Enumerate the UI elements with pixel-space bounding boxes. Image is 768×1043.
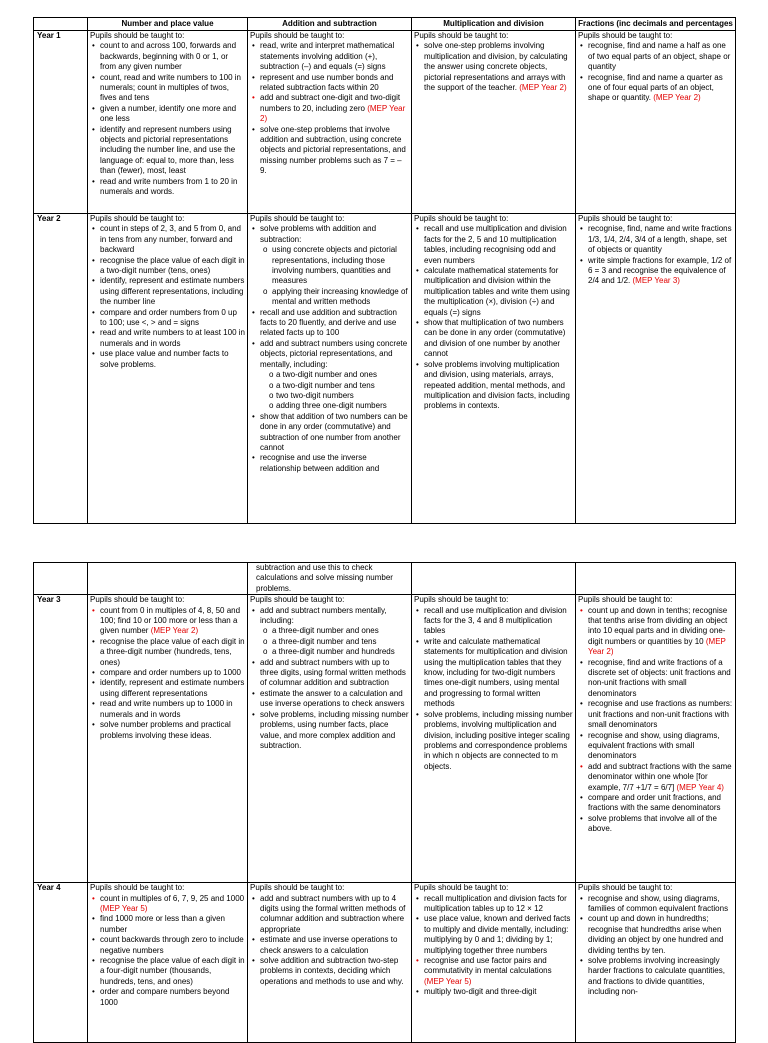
- y1-place-list: [90, 41, 245, 197]
- y1-muldiv-list: [414, 41, 573, 93]
- cell-lead: Pupils should be taught to:: [414, 595, 509, 605]
- item-text: count from 0 in multiples of 4, 8, 50 and 100; find 10 or 100 more or less than a given number: [100, 605, 241, 636]
- list-item: • recognise and use the inverse relationship between addition and: [260, 453, 409, 474]
- item-text: count, read and write numbers to 100 in numerals; count in multiples of twos, fives and tens: [100, 72, 241, 103]
- y3-muldiv-cell: [412, 595, 576, 883]
- list-item: [424, 710, 573, 772]
- list-item: [424, 606, 573, 637]
- list-item: [100, 276, 245, 307]
- list-item: [588, 699, 733, 730]
- item-text: recognise, find and name a quarter as one of four equal parts of an object, shape or quantity.: [588, 72, 723, 103]
- item-text: add and subtract fractions with the same denominator within one whole [for example, 7/7 +1/7 = 6/7]: [588, 761, 732, 792]
- year-3-row: [34, 595, 736, 883]
- sub-item: o a three-digit number and hundreds: [272, 647, 409, 657]
- item-text: solve problems with addition and subtraction:: [260, 224, 377, 244]
- cell-lead: Pupils should be taught to:: [90, 31, 185, 40]
- item-text: solve one-step problems that involve addition and subtraction, using concrete objects and pictorial representations, and missing number problems such as 7 = – 9.: [260, 124, 406, 176]
- item-text: recall multiplication and division facts for multiplication tables up to 12 × 12: [424, 893, 567, 914]
- list-item: [424, 41, 573, 93]
- list-item: [100, 678, 245, 699]
- item-text: given a number, identify one more and one less: [100, 103, 237, 124]
- continuation-text: subtraction and use this to check calculations and solve missing number problems.: [256, 563, 393, 593]
- header-place-value: Number and place value: [88, 18, 248, 31]
- item-text: find 1000 more or less than a given number: [100, 914, 225, 934]
- list-item: [588, 793, 733, 814]
- cell-lead: Pupils should be taught to:: [578, 31, 673, 40]
- y3-place-list: [90, 606, 245, 741]
- list-item: [100, 73, 245, 104]
- item-text: write and calculate mathematical statements for multiplication and division using the multiplication tables that they know, including for two-digit numbers times one-digit numbers, using mental and progressing to formal written methods: [424, 636, 568, 709]
- item-text: count up and down in tenths; recognise that tenths arise from dividing an object into 10 equal parts and in dividing one-digit numbers or quantities by 10: [588, 605, 728, 646]
- sub-item: o adding three one-digit numbers: [276, 401, 409, 411]
- cell-lead: Pupils should be taught to:: [414, 214, 509, 223]
- cell-lead: Pupils should be taught to:: [578, 883, 673, 893]
- item-text: recognise, find and name a half as one of two equal parts of an object, shape or quantity: [588, 41, 731, 72]
- list-item: [588, 956, 733, 998]
- item-text: recognise and use fractions as numbers: unit fractions and non-unit fractions with small denominators: [588, 699, 733, 730]
- list-item: [100, 224, 245, 255]
- y1-addsub-list: [250, 41, 409, 176]
- cell-lead: Pupils should be taught to:: [578, 214, 673, 223]
- y3-muldiv-list: [414, 606, 573, 773]
- item-text: multiply two-digit and three-digit: [424, 987, 537, 997]
- item-text: count in steps of 2, 3, and 5 from 0, and in tens from any number, forward and backward: [100, 224, 241, 255]
- item-text: solve problems that involve all of the above.: [588, 813, 717, 834]
- item-text: use place value and number facts to solve problems.: [100, 349, 229, 369]
- list-item: [588, 41, 733, 72]
- header-year: [34, 18, 88, 31]
- list-item: • show that addition of two numbers can be done in any order (commutative) and subtraction of one number from another cannot: [260, 412, 409, 454]
- list-item: [100, 720, 245, 741]
- item-text: show that multiplication of two numbers can be done in any order (commutative) and division of one number by another cannot: [424, 318, 566, 359]
- year-2-label: Year 2: [34, 214, 88, 524]
- continuation-empty: [576, 563, 736, 595]
- sub-item: o using concrete objects and pictorial representations, including those involving numbers, quantities and measures: [272, 245, 409, 287]
- item-text: solve problems, including missing number problems, using number facts, place value, and more complex addition and subtraction.: [260, 709, 409, 750]
- y1-muldiv-cell: [412, 31, 576, 214]
- sub-list: [260, 370, 409, 412]
- cell-lead: Pupils should be taught to:: [414, 883, 509, 893]
- header-addition-subtraction: Addition and subtraction: [248, 18, 412, 31]
- continuation-cell: [248, 563, 412, 595]
- list-item: [100, 177, 245, 198]
- y4-fractions-cell: [576, 883, 736, 1043]
- list-item: [260, 894, 409, 936]
- sub-item: o a two-digit number and tens: [276, 381, 409, 391]
- list-item: [588, 606, 733, 658]
- item-text: estimate and use inverse operations to check answers to a calculation: [260, 935, 398, 955]
- item-text: recognise and use factor pairs and commutativity in mental calculations: [424, 956, 552, 976]
- continuation-empty: [34, 563, 88, 595]
- sub-item: o a three-digit number and tens: [272, 637, 409, 647]
- list-item: [100, 256, 245, 277]
- item-text: compare and order numbers up to 1000: [100, 668, 241, 678]
- continuation-empty: [412, 563, 576, 595]
- y4-place-list: [90, 894, 245, 1008]
- y2-addsub-list: [250, 224, 409, 474]
- list-item: [260, 73, 409, 94]
- list-item: [424, 318, 573, 360]
- item-text: count to and across 100, forwards and backwards, beginning with 0 or 1, or from any given number: [100, 41, 237, 72]
- y4-muldiv-cell: [412, 883, 576, 1043]
- item-text: order and compare numbers beyond 1000: [100, 987, 230, 1007]
- item-text: calculate mathematical statements for multiplication and division within the multiplication tables and write them using the multiplication (×), division (÷) and equals (=) signs: [424, 266, 570, 317]
- item-text: solve addition and subtraction two-step problems in contexts, deciding which operations and methods to use and why.: [260, 956, 404, 986]
- item-text: recognise the place value of each digit in a four-digit number (thousands, hundreds, tens, and ones): [100, 956, 245, 986]
- y3-fractions-list: [578, 606, 733, 835]
- item-text: compare and order numbers from 0 up to 100; use <, > and = signs: [100, 307, 237, 328]
- y1-fractions-cell: [576, 31, 736, 214]
- year-4-row: [34, 883, 736, 1043]
- item-text: recognise the place value of each digit in a two-digit number (tens, ones): [100, 255, 245, 276]
- list-item: [588, 731, 733, 762]
- list-item: [100, 104, 245, 125]
- item-text: solve number problems and practical problems involving these ideas.: [100, 720, 231, 740]
- list-item: [424, 637, 573, 710]
- y3-fractions-cell: [576, 595, 736, 883]
- item-text: count backwards through zero to include negative numbers: [100, 935, 244, 955]
- item-text: solve problems involving increasingly harder fractions to calculate quantities, and fractions to divide quantities, including non-: [588, 956, 725, 997]
- item-text: identify, represent and estimate numbers using different representations: [100, 678, 245, 698]
- item-text: solve problems, including missing number problems, involving multiplication and division, including positive integer scaling problems and correspondence problems in which n objects are connected to m objects.: [424, 709, 573, 771]
- list-item: [424, 956, 573, 987]
- item-text: use place value, known and derived facts to multiply and divide mentally, including: multiplying by 0 and 1; dividing by 1; multiplying together three numbers: [424, 914, 571, 955]
- list-item: [100, 987, 245, 1008]
- item-text: count up and down in hundredths; recognise that hundredths arise when dividing an object by one hundred and dividing tenths by ten.: [588, 914, 724, 955]
- item-text: recall and use multiplication and division facts for the 2, 5 and 10 multiplication tables, including recognising odd and even numbers: [424, 224, 567, 265]
- mep-reference: (MEP Year 2): [653, 93, 701, 103]
- mep-reference: (MEP Year 2): [519, 83, 567, 93]
- year-3-label: Year 3: [34, 595, 88, 883]
- list-item: [100, 41, 245, 72]
- list-item: [100, 125, 245, 177]
- list-item: [260, 689, 409, 710]
- list-item: [260, 224, 409, 307]
- cell-lead: Pupils should be taught to:: [578, 595, 673, 605]
- list-item: [100, 606, 245, 637]
- cell-lead: Pupils should be taught to:: [250, 214, 345, 223]
- list-item: • recall and use addition and subtraction facts to 20 fluently, and derive and use related facts up to 100: [260, 308, 409, 339]
- list-item: [424, 266, 573, 318]
- list-item: [260, 93, 409, 124]
- list-item: [588, 73, 733, 104]
- y1-addsub-cell: [248, 31, 412, 214]
- y4-addsub-list: [250, 894, 409, 988]
- list-item: [588, 814, 733, 835]
- cell-lead: Pupils should be taught to:: [90, 883, 185, 893]
- sub-item: o a two-digit number and ones: [276, 370, 409, 380]
- item-text: count in multiples of 6, 7, 9, 25 and 1000: [100, 893, 245, 903]
- list-item: [588, 762, 733, 793]
- y2-place-value-cell: [88, 214, 248, 524]
- list-item: [100, 637, 245, 668]
- list-item: [588, 658, 733, 700]
- item-text: represent and use number bonds and related subtraction facts within 20: [260, 72, 394, 93]
- list-item: [588, 256, 733, 287]
- y3-addsub-list: [250, 606, 409, 658]
- list-item: [260, 658, 409, 689]
- list-item: [260, 125, 409, 177]
- continuation-empty: [88, 563, 248, 595]
- item-text: recall and use multiplication and division facts for the 3, 4 and 8 multiplication tables: [424, 605, 567, 636]
- curriculum-table-page-2: [33, 562, 736, 1043]
- item-text: read, write and interpret mathematical statements involving addition (+), subtraction (–) and equals (=) signs: [260, 41, 395, 72]
- item-text: read and write numbers from 1 to 20 in numerals and words.: [100, 176, 238, 197]
- list-item: [424, 914, 573, 956]
- item-text: recognise, find and write fractions of a discrete set of objects: unit fractions and non-unit fractions with small denominators: [588, 657, 731, 698]
- list-item: [100, 699, 245, 720]
- y3-addsub-cell: [248, 595, 412, 883]
- list-item: [424, 224, 573, 266]
- cell-lead: Pupils should be taught to:: [250, 883, 345, 893]
- mep-reference: (MEP Year 2): [150, 626, 199, 636]
- list-item: [424, 360, 573, 412]
- mep-reference: (MEP Year 5): [100, 904, 148, 914]
- y2-addsub-cell: [248, 214, 412, 524]
- mep-reference: (MEP Year 3): [632, 276, 680, 286]
- header-row: [34, 18, 736, 31]
- list-item: [260, 935, 409, 956]
- list-item: [100, 349, 245, 370]
- item-text: recognise, find, name and write fractions 1/3, 1/4, 2/4, 3/4 of a length, shape, set of objects or quantity: [588, 224, 732, 255]
- item-text: identify, represent and estimate numbers using different representations, including the number line: [100, 276, 245, 307]
- continuation-row: [34, 563, 736, 595]
- item-text: add and subtract numbers with up to 4 digits using the formal written methods of columnar addition and subtraction where appropriate: [260, 893, 406, 934]
- mep-reference: (MEP Year 4): [676, 782, 724, 792]
- item-text: add and subtract numbers with up to three digits, using formal written methods of columnar addition and subtraction: [260, 657, 406, 688]
- y2-place-list: [90, 224, 245, 370]
- y3-place-value-cell: [88, 595, 248, 883]
- y2-muldiv-cell: [412, 214, 576, 524]
- header-multiplication-division: Multiplication and division: [412, 18, 576, 31]
- curriculum-table-page-1: [33, 17, 736, 524]
- y2-fractions-list: [578, 224, 733, 286]
- cell-lead: Pupils should be taught to:: [250, 31, 345, 40]
- list-item: [260, 956, 409, 987]
- list-item: [100, 956, 245, 987]
- item-text: solve problems involving multiplication and division, using materials, arrays, repeated addition, mental methods, and multiplication and division facts, including problems in contexts.: [424, 359, 570, 411]
- sub-list: [260, 626, 409, 657]
- y3-addsub-rest-list: [250, 658, 409, 752]
- y4-place-value-cell: [88, 883, 248, 1043]
- item-text: read and write numbers up to 1000 in numerals and in words: [100, 699, 233, 719]
- item-text: identify and represent numbers using objects and pictorial representations including the number line, and use the language of: equal to, more than, less than (fewer), most, least: [100, 124, 236, 176]
- year-4-label: Year 4: [34, 883, 88, 1043]
- cell-lead: Pupils should be taught to:: [90, 595, 185, 605]
- item-text: compare and order unit fractions, and fractions with the same denominators: [588, 792, 721, 813]
- item-text: recognise and show, using diagrams, families of common equivalent fractions: [588, 893, 729, 914]
- sub-item: o two two-digit numbers: [276, 391, 409, 401]
- list-item: [424, 987, 573, 997]
- list-item: [260, 41, 409, 72]
- item-text: estimate the answer to a calculation and use inverse operations to check answers: [260, 688, 405, 709]
- cell-lead: Pupils should be taught to:: [414, 31, 509, 40]
- list-item: [588, 914, 733, 956]
- sub-item: o a three-digit number and ones: [272, 626, 409, 636]
- mep-reference: (MEP Year 5): [424, 976, 472, 986]
- list-item: [100, 894, 245, 915]
- cell-lead: Pupils should be taught to:: [250, 595, 345, 605]
- list-item: [260, 710, 409, 752]
- sub-item: o applying their increasing knowledge of mental and written methods: [272, 287, 409, 308]
- item-text: recognise the place value of each digit in a three-digit number (hundreds, tens, ones): [100, 636, 245, 667]
- list-item: [588, 224, 733, 255]
- mep-reference: (MEP Year 2): [588, 636, 726, 657]
- list-item: [100, 668, 245, 678]
- year-2-row: [34, 214, 736, 524]
- item-text: add and subtract numbers mentally, including:: [260, 605, 387, 626]
- mep-reference: (MEP Year 2): [260, 103, 406, 124]
- item-text: recognise and show, using diagrams, equivalent fractions with small denominators: [588, 730, 720, 761]
- item-text: write simple fractions for example, 1/2 of 6 = 3 and recognise the equivalence of 2/4 and 1/2.: [588, 255, 732, 286]
- y4-fractions-list: [578, 894, 733, 998]
- y1-place-value-cell: [88, 31, 248, 214]
- list-item: [588, 894, 733, 915]
- y2-fractions-cell: [576, 214, 736, 524]
- item-text: read and write numbers to at least 100 in numerals and in words: [100, 328, 245, 348]
- list-item: [260, 606, 409, 658]
- list-item: [100, 914, 245, 935]
- year-1-row: [34, 31, 736, 214]
- list-item: [424, 894, 573, 915]
- list-item: [100, 935, 245, 956]
- y1-fractions-list: [578, 41, 733, 103]
- list-item: [100, 308, 245, 329]
- sub-list: [260, 245, 409, 307]
- header-fractions: Fractions (inc decimals and percentages: [576, 18, 736, 31]
- y4-muldiv-list: [414, 894, 573, 998]
- y4-addsub-cell: [248, 883, 412, 1043]
- item-text: add and subtract numbers using concrete objects, pictorial representations, and mentally, including:: [260, 338, 408, 369]
- list-item: [100, 328, 245, 349]
- year-1-label: Year 1: [34, 31, 88, 214]
- y2-muldiv-list: [414, 224, 573, 411]
- item-text: add and subtract one-digit and two-digit numbers to 20, including zero: [260, 93, 401, 113]
- list-item: [260, 339, 409, 412]
- cell-lead: Pupils should be taught to:: [90, 214, 185, 223]
- item-text: solve one-step problems involving multiplication and division, by calculating the answer using concrete objects, pictorial representations and arrays with the support of the teacher.: [424, 41, 568, 93]
